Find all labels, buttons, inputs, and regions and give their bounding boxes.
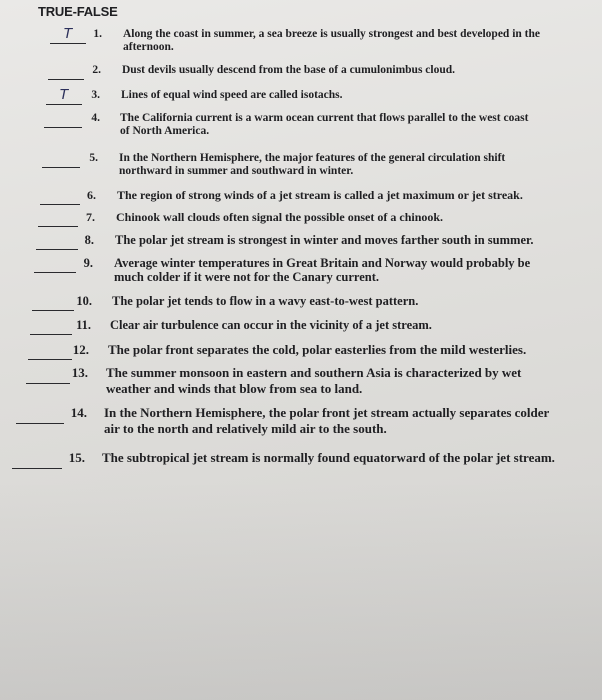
question-number: 12. <box>72 342 89 357</box>
question-text: Average winter temperatures in Great Britain and Norway would probably be much colder if it were not for the Canary current. <box>114 256 531 284</box>
answer-blank[interactable] <box>32 310 74 311</box>
question-text: The region of strong winds of a jet stream is called a jet maximum or jet streak. <box>117 188 523 202</box>
answer-blank[interactable] <box>36 249 78 250</box>
answer-blank[interactable] <box>42 167 80 168</box>
answer-blank[interactable] <box>30 334 72 335</box>
question-number: 11. <box>76 318 91 332</box>
question-number: 3. <box>91 89 100 101</box>
answer-blank[interactable] <box>28 359 72 360</box>
question-text: The polar jet tends to flow in a wavy east-to-west pattern. <box>112 294 419 308</box>
question-number: 9. <box>83 256 93 270</box>
question-number: 8. <box>84 233 94 247</box>
question-number: 10. <box>76 294 92 308</box>
question-number: 6. <box>87 188 96 202</box>
handwritten-answer: T <box>63 25 73 42</box>
question-text: In the Northern Hemisphere, the major features of the general circulation shift northward in summer and southward in winter. <box>119 152 506 177</box>
question-text: The California current is a warm ocean current that flows parallel to the west coast of North America. <box>120 112 529 137</box>
answer-blank[interactable] <box>46 104 82 105</box>
page-shadow <box>0 480 602 700</box>
question-text: Clear air turbulence can occur in the vicinity of a jet stream. <box>110 318 432 332</box>
answer-blank[interactable] <box>40 204 80 205</box>
answer-blank[interactable] <box>44 127 82 128</box>
question-text: Along the coast in summer, a sea breeze is usually strongest and best developed in the afternoon. <box>123 28 540 53</box>
answer-blank[interactable] <box>16 423 64 424</box>
question-number: 4. <box>91 112 100 124</box>
question-text: In the Northern Hemisphere, the polar front jet stream actually separates colder air to the north and relatively mild air to the south. <box>104 405 550 436</box>
answer-blank[interactable] <box>12 468 62 469</box>
section-title: TRUE-FALSE <box>38 4 118 19</box>
question-number: 2. <box>92 64 101 76</box>
question-text: Lines of equal wind speed are called isotachs. <box>121 89 343 101</box>
answer-blank[interactable] <box>34 272 76 273</box>
question-text: The polar front separates the cold, polar easterlies from the mild westerlies. <box>108 342 527 357</box>
answer-blank[interactable] <box>48 79 84 80</box>
question-text: Chinook wall clouds often signal the possible onset of a chinook. <box>116 210 444 224</box>
question-text: The summer monsoon in eastern and southern Asia is characterized by wet weather and winds that blow from sea to land. <box>106 365 522 396</box>
question-text: The subtropical jet stream is normally found equatorward of the polar jet stream. <box>102 450 555 465</box>
question-number: 15. <box>68 450 85 465</box>
answer-blank[interactable] <box>26 383 70 384</box>
question-number: 5. <box>89 152 98 164</box>
answer-blank[interactable] <box>38 226 78 227</box>
handwritten-answer: T <box>59 86 69 103</box>
question-text: Dust devils usually descend from the base of a cumulonimbus cloud. <box>122 64 456 76</box>
question-number: 1. <box>93 28 102 40</box>
question-number: 14. <box>70 405 87 420</box>
question-number: 7. <box>86 210 95 224</box>
question-text: The polar jet stream is strongest in winter and moves farther south in summer. <box>115 233 534 247</box>
question-number: 13. <box>71 365 88 380</box>
answer-blank[interactable] <box>50 43 86 44</box>
